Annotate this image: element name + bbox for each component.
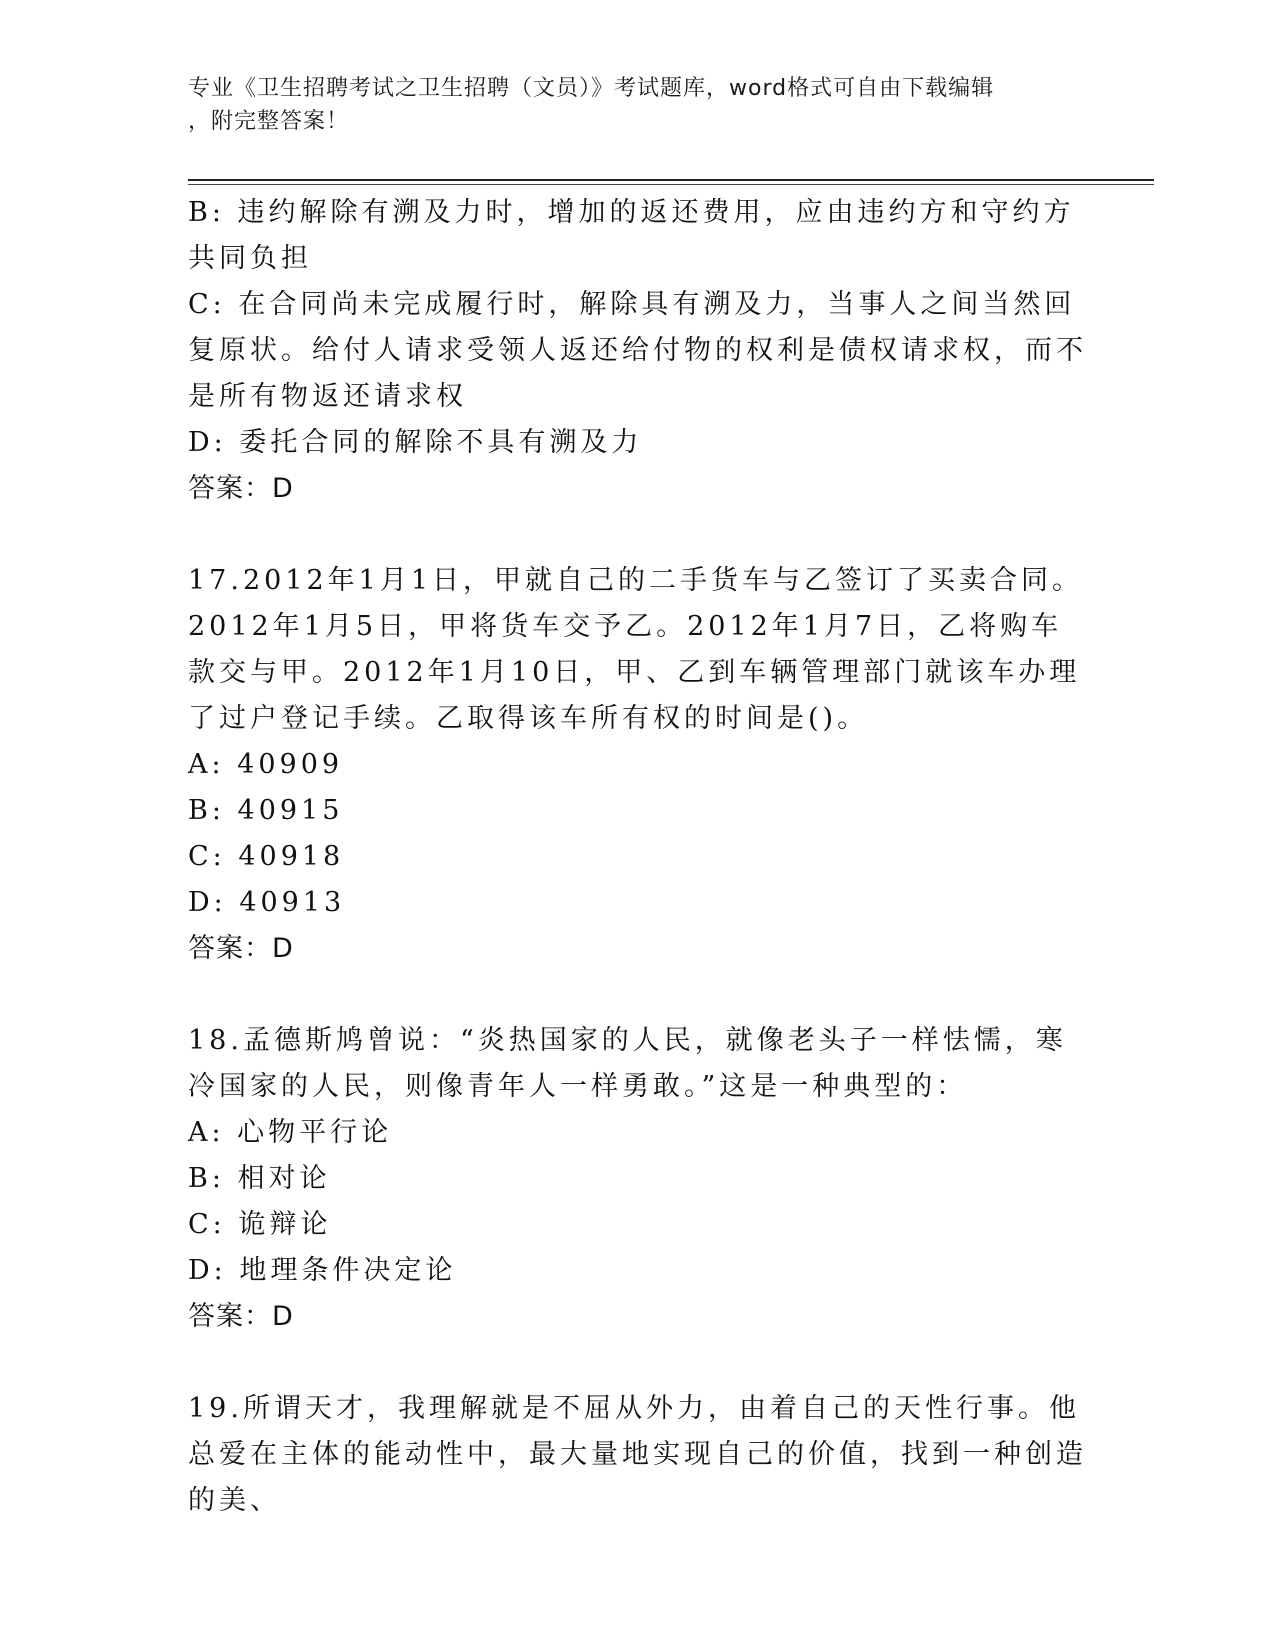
spacer [188, 1340, 1088, 1386]
option-c: C: 诡辩论 [188, 1209, 332, 1240]
answer-line: 答案：D [188, 933, 294, 964]
question-stem: 17.2012年1月1日，甲就自己的二手货车与乙签订了买卖合同。2012年1月5日，甲将货车交予乙。2012年1月7日，乙将购车款交与甲。2012年1月10日，甲、乙到车辆管理部门就该车办理了过户登记手续。乙取得该车所有权的时间是()。 [188, 565, 1084, 734]
question-18 [188, 1018, 1088, 1340]
answer-line: 答案：D [188, 1301, 294, 1332]
option-d: D: 委托合同的解除不具有溯及力 [188, 427, 643, 458]
question-19 [188, 1386, 1088, 1524]
question-stem: 18.孟德斯鸠曾说：“炎热国家的人民，就像老头子一样怯懦，寒冷国家的人民，则像青年人一样勇敢。”这是一种典型的： [188, 1025, 1067, 1102]
spacer [188, 512, 1088, 558]
question-stem: 19.所谓天才，我理解就是不屈从外力，由着自己的天性行事。他总爱在主体的能动性中，最大量地实现自己的价值，找到一种创造的美、 [188, 1393, 1087, 1516]
header-line-1: 专业《卫生招聘考试之卫生招聘（文员）》考试题库，word格式可自由下载编辑 [188, 76, 995, 101]
option-b: B: 40915 [188, 795, 344, 826]
question-17 [188, 558, 1088, 972]
option-c: C: 在合同尚未完成履行时，解除具有溯及力，当事人之间当然回复原状。给付人请求受领人返还给付物的权利是债权请求权，而不是所有物返还请求权 [188, 289, 1087, 412]
option-c: C: 40918 [188, 841, 345, 872]
option-b: B: 违约解除有溯及力时，增加的返还费用，应由违约方和守约方共同负担 [188, 197, 1075, 274]
question-16-continuation [188, 190, 1088, 512]
option-b: B: 相对论 [188, 1163, 331, 1194]
option-a: A: 心物平行论 [188, 1117, 393, 1148]
header-rule-thick [188, 179, 1154, 181]
option-d: D: 40913 [188, 887, 346, 918]
spacer [188, 972, 1088, 1018]
option-a: A: 40909 [188, 749, 344, 780]
option-d: D: 地理条件决定论 [188, 1255, 457, 1286]
header-line-2: ，附完整答案！ [188, 109, 350, 134]
answer-line: 答案：D [188, 473, 294, 504]
document-body [188, 190, 1088, 1524]
document-header [188, 72, 1088, 138]
header-rule-thin [188, 184, 1154, 185]
